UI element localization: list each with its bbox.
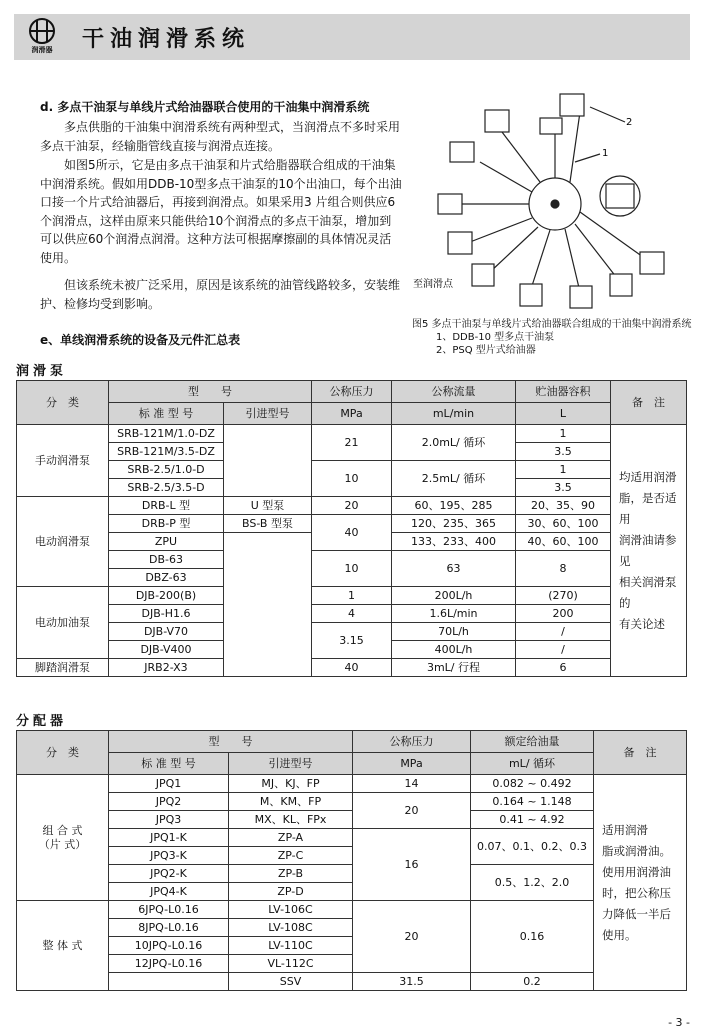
model-cell: 12JPQ-L0.16 <box>109 955 229 973</box>
imported-cell: MJ、KJ、FP <box>229 775 353 793</box>
imported-cell: SSV <box>229 973 353 991</box>
category-line: 组 合 式 <box>42 823 83 837</box>
imported-cell: ZP-D <box>229 883 353 901</box>
flow-cell: 1.6L/min <box>392 605 516 623</box>
figure-caption <box>412 318 696 357</box>
category-cell: 脚踏润滑泵 <box>17 659 109 677</box>
col-pressure: 公称压力 <box>312 381 392 403</box>
model-cell: JPQ1 <box>109 775 229 793</box>
note-line: 力降低一半后 <box>602 906 671 921</box>
category-cell: 电动加油泵 <box>17 587 109 659</box>
col-standard: 标 准 型 号 <box>109 753 229 775</box>
col-model: 型 号 <box>109 731 353 753</box>
model-cell: JPQ2-K <box>109 865 229 883</box>
tank-cell: 6 <box>516 659 611 677</box>
paragraph: 多点供脂的干油集中润滑系统有两种型式，当润滑点不多时采用多点干油泵，经输脂管线直接与润滑点连接。 <box>40 120 401 153</box>
category-cell: 手动润滑泵 <box>17 425 109 497</box>
flow-cell: 3mL/ 行程 <box>392 659 516 677</box>
model-cell: ZPU <box>109 533 224 551</box>
lubrication-point-label: 至润滑点 <box>413 279 453 290</box>
tank-cell: / <box>516 623 611 641</box>
pressure-cell: 21 <box>312 425 392 461</box>
distributor-table-title: 分配器 <box>16 714 68 729</box>
distributor-note <box>594 775 687 991</box>
pressure-cell: 20 <box>353 793 471 829</box>
imported-cell: M、KM、FP <box>229 793 353 811</box>
logo-caption: 润滑器 <box>31 46 53 54</box>
imported-cell <box>224 425 312 497</box>
model-cell: DB-63 <box>109 551 224 569</box>
imported-cell: U 型泵 <box>224 497 312 515</box>
brand-logo <box>22 17 62 57</box>
note-line: 有关论述 <box>619 616 665 631</box>
model-cell: DRB-L 型 <box>109 497 224 515</box>
model-cell: SRB-2.5/3.5-D <box>109 479 224 497</box>
model-cell: JPQ2 <box>109 793 229 811</box>
imported-cell: LV-110C <box>229 937 353 955</box>
page-title: 干油润滑系统 <box>82 27 251 52</box>
col-oil: 额定给油量 <box>471 731 594 753</box>
tank-cell: 8 <box>516 551 611 587</box>
imported-cell: LV-106C <box>229 901 353 919</box>
paragraph: 但该系统未被广泛采用，原因是该系统的油管线路较多，安装维护、检修均受到影响。 <box>40 278 401 311</box>
flow-cell: 2.5mL/ 循环 <box>392 461 516 497</box>
pressure-cell: 1 <box>312 587 392 605</box>
pressure-cell: 10 <box>312 551 392 587</box>
model-cell: JRB2-X3 <box>109 659 224 677</box>
flow-unit: mL/min <box>392 403 516 425</box>
imported-cell: LV-108C <box>229 919 353 937</box>
caption-text: 图5 多点干油泵与单线片式给油器联合组成的干油集中润滑系统 <box>412 319 692 330</box>
model-cell: JPQ3-K <box>109 847 229 865</box>
note-line: 脂，是否适用 <box>619 490 677 526</box>
pressure-cell: 10 <box>312 461 392 497</box>
oil-cell: 0.164 ~ 1.148 <box>471 793 594 811</box>
pump-table-title: 润滑泵 <box>16 364 68 379</box>
tank-cell: 30、60、100 <box>516 515 611 533</box>
category-cell: 电动润滑泵 <box>17 497 109 587</box>
model-cell: 6JPQ-L0.16 <box>109 901 229 919</box>
tank-cell: 200 <box>516 605 611 623</box>
note-line: 脂或润滑油。 <box>602 843 671 858</box>
subsection-heading: e、单线润滑系统的设备及元件汇总表 <box>40 333 241 347</box>
model-cell: DJB-V70 <box>109 623 224 641</box>
tank-cell: (270) <box>516 587 611 605</box>
pressure-cell: 20 <box>312 497 392 515</box>
flow-cell: 60、195、285 <box>392 497 516 515</box>
note-line: 适用润滑 <box>602 822 648 837</box>
imported-cell: ZP-A <box>229 829 353 847</box>
col-note: 备 注 <box>611 381 687 425</box>
pressure-unit: MPa <box>312 403 392 425</box>
oil-cell: 0.41 ~ 4.92 <box>471 811 594 829</box>
section-heading: d. 多点干油泵与单线片式给油器联合使用的干油集中润滑系统 <box>40 100 370 114</box>
col-standard: 标 准 型 号 <box>109 403 224 425</box>
pressure-cell: 20 <box>353 901 471 973</box>
imported-cell: ZP-C <box>229 847 353 865</box>
category-cell <box>17 775 109 901</box>
note-line: 均适用润滑 <box>619 469 677 484</box>
tank-cell: 1 <box>516 461 611 479</box>
paragraph: 如图5所示，它是由多点干油泵和片式给脂器联合组成的干油集中润滑系统。假如用DDB-10型多点干油泵的10个出油口，每个出油口接一个片式给油器后，再接到润滑点。如果采用3 片组合则供应6个润滑点，这样由原来只能供给10个润滑点的多点干油泵，增加到可以供应60个润滑点润滑。这种方法可根据摩擦副的具体情况灵活使用。 <box>40 158 402 265</box>
col-category: 分 类 <box>17 381 109 425</box>
caption-item: 1、DDB-10 型多点干油泵 <box>436 332 555 343</box>
note-line: 使用用润滑油 <box>602 864 671 879</box>
distributor-table <box>16 730 687 991</box>
flow-cell: 63 <box>392 551 516 587</box>
model-cell: SRB-2.5/1.0-D <box>109 461 224 479</box>
model-cell: DJB-200(B) <box>109 587 224 605</box>
model-cell: SRB-121M/1.0-DZ <box>109 425 224 443</box>
flow-cell: 70L/h <box>392 623 516 641</box>
col-note: 备 注 <box>594 731 687 775</box>
flow-cell: 133、233、400 <box>392 533 516 551</box>
col-tank: 贮油器容积 <box>516 381 611 403</box>
caption-item: 2、PSQ 型片式给油器 <box>436 345 536 356</box>
pump-center <box>551 200 559 208</box>
pump-table <box>16 380 687 677</box>
imported-cell: VL-112C <box>229 955 353 973</box>
category-line: （片 式） <box>38 837 87 851</box>
pressure-cell: 31.5 <box>353 973 471 991</box>
col-imported: 引进型号 <box>224 403 312 425</box>
model-cell <box>109 973 229 991</box>
model-cell: DJB-H1.6 <box>109 605 224 623</box>
imported-cell: MX、KL、FPx <box>229 811 353 829</box>
pressure-cell: 4 <box>312 605 392 623</box>
motor-housing <box>606 184 634 208</box>
oil-cell: 0.2 <box>471 973 594 991</box>
flow-cell: 200L/h <box>392 587 516 605</box>
col-category: 分 类 <box>17 731 109 775</box>
model-cell: 10JPQ-L0.16 <box>109 937 229 955</box>
pressure-cell: 3.15 <box>312 623 392 659</box>
tank-cell: 20、35、90 <box>516 497 611 515</box>
label-2: 2 <box>626 117 633 128</box>
model-cell: DJB-V400 <box>109 641 224 659</box>
note-line: 使用。 <box>602 927 637 942</box>
col-flow: 公称流量 <box>392 381 516 403</box>
model-cell: JPQ1-K <box>109 829 229 847</box>
oil-cell: 0.07、0.1、0.2、0.3 <box>471 829 594 865</box>
col-pressure: 公称压力 <box>353 731 471 753</box>
imported-cell: BS-B 型泵 <box>224 515 312 533</box>
tank-cell: 40、60、100 <box>516 533 611 551</box>
pressure-cell: 40 <box>312 659 392 677</box>
note-line: 相关润滑泵的 <box>619 574 677 610</box>
label-1: 1 <box>602 148 609 159</box>
page-header <box>14 14 690 60</box>
flow-cell: 120、235、365 <box>392 515 516 533</box>
note-line: 润滑油请参见 <box>619 532 677 568</box>
tank-unit: L <box>516 403 611 425</box>
imported-cell <box>224 533 312 677</box>
tank-cell: 3.5 <box>516 443 611 461</box>
model-cell: JPQ4-K <box>109 883 229 901</box>
oil-unit: mL/ 循环 <box>471 753 594 775</box>
pressure-cell: 14 <box>353 775 471 793</box>
model-cell: JPQ3 <box>109 811 229 829</box>
page-number: - 3 - <box>668 1016 690 1029</box>
oil-cell: 0.5、1.2、2.0 <box>471 865 594 901</box>
tank-cell: / <box>516 641 611 659</box>
model-cell: DBZ-63 <box>109 569 224 587</box>
flow-cell: 2.0mL/ 循环 <box>392 425 516 461</box>
logo-mark-icon <box>22 17 62 47</box>
system-diagram <box>410 92 700 322</box>
col-model: 型 号 <box>109 381 312 403</box>
note-line: 时，把公称压 <box>602 885 671 900</box>
pressure-cell: 16 <box>353 829 471 901</box>
model-cell: DRB-P 型 <box>109 515 224 533</box>
pressure-cell: 40 <box>312 515 392 551</box>
col-imported: 引进型号 <box>229 753 353 775</box>
category-cell: 整 体 式 <box>17 901 109 991</box>
oil-cell: 0.082 ~ 0.492 <box>471 775 594 793</box>
imported-cell: ZP-B <box>229 865 353 883</box>
oil-cell: 0.16 <box>471 901 594 973</box>
tank-cell: 3.5 <box>516 479 611 497</box>
model-cell: SRB-121M/3.5-DZ <box>109 443 224 461</box>
model-cell: 8JPQ-L0.16 <box>109 919 229 937</box>
pump-note <box>611 425 687 677</box>
pressure-unit: MPa <box>353 753 471 775</box>
flow-cell: 400L/h <box>392 641 516 659</box>
tank-cell: 1 <box>516 425 611 443</box>
